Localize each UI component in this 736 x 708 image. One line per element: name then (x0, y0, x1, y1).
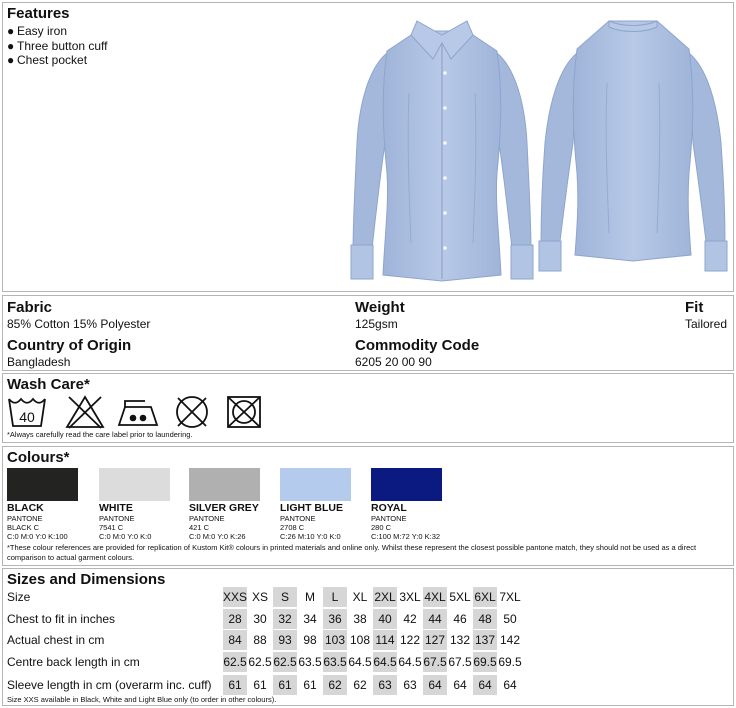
colour-cmyk: C:0 M:0 Y:0 K:26 (189, 532, 246, 541)
size-cell: 64 (503, 678, 517, 692)
size-data-row (7, 630, 731, 650)
size-cell: 48 (473, 609, 497, 629)
svg-text:40: 40 (19, 409, 35, 425)
size-cell: 7XL (499, 590, 521, 604)
colour-name: WHITE (99, 502, 133, 514)
fit-field (685, 299, 727, 331)
fabric-field (7, 299, 150, 331)
fit-label: Fit (685, 299, 704, 316)
size-cell: XXS (223, 587, 247, 607)
size-cell: 28 (223, 609, 247, 629)
size-cell: XS (251, 590, 268, 604)
sizes-panel (2, 568, 734, 706)
wash-care-panel (2, 373, 734, 443)
size-cell: 4XL (423, 587, 447, 607)
size-cell: 3XL (399, 590, 421, 604)
size-cell: 88 (253, 633, 267, 647)
feature-item: ● Easy iron (7, 24, 68, 38)
origin-value: Bangladesh (7, 355, 71, 369)
size-cell: 67.5 (448, 655, 472, 669)
weight-label: Weight (355, 299, 405, 316)
colour-pantone: 2708 C (280, 523, 305, 532)
size-row-label: Actual chest in cm (7, 633, 105, 647)
colour-name: BLACK (7, 502, 44, 514)
weight-field (355, 299, 405, 331)
size-cell: L (323, 587, 347, 607)
features-title: Features (7, 5, 70, 22)
size-cell: 62 (353, 678, 367, 692)
iron-medium-icon (115, 395, 161, 429)
features-list (7, 24, 108, 68)
colour-cmyk: C:26 M:10 Y:0 K:0 (280, 532, 341, 541)
do-not-dry-clean-icon (173, 395, 211, 429)
do-not-tumble-dry-icon (225, 395, 263, 429)
size-cell: 108 (349, 633, 371, 647)
size-cell: 61 (273, 675, 297, 695)
size-cell: 62.5 (273, 652, 297, 672)
colours-title: Colours* (7, 449, 70, 466)
size-cell: 69.5 (473, 652, 497, 672)
fabric-label: Fabric (7, 299, 53, 316)
size-cell: 5XL (449, 590, 471, 604)
size-cell: 50 (503, 612, 517, 626)
colour-cmyk: C:0 M:0 Y:0 K:0 (99, 532, 152, 541)
size-cell: 6XL (473, 587, 497, 607)
fabric-panel (2, 295, 734, 371)
wash-care-title: Wash Care* (7, 376, 90, 393)
fabric-value: 85% Cotton 15% Polyester (7, 317, 151, 331)
origin-field (7, 337, 131, 369)
size-cell: 46 (453, 612, 467, 626)
size-cell: S (273, 587, 297, 607)
size-cell: 84 (223, 630, 247, 650)
size-cell: 132 (449, 633, 471, 647)
colour-royal (371, 468, 459, 541)
shirt-front-image (347, 13, 537, 285)
features-panel (2, 2, 734, 292)
size-cell: M (305, 590, 315, 604)
colour-pantone-label: PANTONE (7, 514, 43, 523)
sizes-note: Size XXS available in Black, White and Light Blue only (to order in other colours). (7, 695, 277, 704)
colour-pantone: 7541 C (99, 523, 124, 532)
commodity-field (355, 337, 479, 369)
size-cell: 62.5 (248, 655, 272, 669)
size-cell: 63.5 (298, 655, 322, 669)
feature-item: ● Chest pocket (7, 53, 88, 67)
size-cell: 64.5 (373, 652, 397, 672)
size-cell: 30 (253, 612, 267, 626)
size-cell: 44 (423, 609, 447, 629)
colour-black (7, 468, 95, 541)
wash-40-icon (7, 395, 47, 429)
sizes-title: Sizes and Dimensions (7, 571, 166, 588)
size-header-row (7, 587, 731, 607)
colours-note: *These colour references are provided for replication of Kustom Kit® colours in printed materials and online only. Whilst these represent the closest possible pantone match, they should not be used as a direct comparison to actual garment colours. (7, 543, 697, 562)
size-cell: XL (352, 590, 368, 604)
size-cell: 64.5 (348, 655, 372, 669)
feature-item: ● Three button cuff (7, 38, 108, 53)
size-cell: 61 (253, 678, 267, 692)
commodity-label: Commodity Code (355, 337, 480, 354)
size-cell: 142 (499, 633, 521, 647)
colour-pantone-label: PANTONE (280, 514, 316, 523)
colour-white (99, 468, 187, 541)
size-cell: 42 (403, 612, 417, 626)
size-cell: 64 (423, 675, 447, 695)
size-cell: 62.5 (223, 652, 247, 672)
colour-cmyk: C:0 M:0 Y:0 K:100 (7, 532, 68, 541)
size-data-row (7, 675, 731, 695)
size-data-row (7, 609, 731, 629)
size-cell: 67.5 (423, 652, 447, 672)
size-row-label: Size (7, 590, 31, 604)
size-cell: 63 (373, 675, 397, 695)
size-cell: 69.5 (498, 655, 522, 669)
size-row-label: Sleeve length in cm (overarm inc. cuff) (7, 678, 212, 692)
origin-label: Country of Origin (7, 337, 132, 354)
colour-pantone: 280 C (371, 523, 392, 532)
colour-pantone: BLACK C (7, 523, 40, 532)
colour-pantone: 421 C (189, 523, 210, 532)
do-not-bleach-icon (65, 395, 105, 429)
wash-care-note: *Always carefully read the care label prior to laundering. (7, 430, 193, 439)
size-cell: 2XL (373, 587, 397, 607)
colour-swatch (280, 468, 351, 501)
size-cell: 137 (473, 630, 497, 650)
size-cell: 63.5 (323, 652, 347, 672)
colour-swatch (7, 468, 78, 501)
size-cell: 63 (403, 678, 417, 692)
colour-swatch (99, 468, 170, 501)
shirt-back-image (537, 13, 729, 285)
size-data-row (7, 652, 731, 672)
size-cell: 61 (303, 678, 317, 692)
size-cell: 62 (323, 675, 347, 695)
colour-pantone-label: PANTONE (371, 514, 407, 523)
weight-value: 125gsm (355, 317, 398, 331)
colour-name: LIGHT BLUE (280, 502, 343, 514)
colour-cmyk: C:100 M:72 Y:0 K:32 (371, 532, 441, 541)
size-cell: 98 (303, 633, 317, 647)
size-cell: 64.5 (398, 655, 422, 669)
size-cell: 114 (373, 630, 397, 650)
colour-name: ROYAL (371, 502, 407, 514)
size-cell: 38 (353, 612, 367, 626)
size-cell: 61 (223, 675, 247, 695)
size-cell: 32 (273, 609, 297, 629)
size-row-label: Centre back length in cm (7, 655, 140, 669)
colour-pantone-label: PANTONE (189, 514, 225, 523)
colour-name: SILVER GREY (189, 502, 259, 514)
size-cell: 34 (303, 612, 317, 626)
colour-swatch (189, 468, 260, 501)
size-cell: 122 (399, 633, 421, 647)
colour-pantone-label: PANTONE (99, 514, 135, 523)
size-cell: 103 (323, 630, 347, 650)
colour-swatch (371, 468, 442, 501)
colour-silver-grey (189, 468, 277, 541)
size-cell: 36 (323, 609, 347, 629)
size-cell: 40 (373, 609, 397, 629)
colour-light-blue (280, 468, 368, 541)
size-cell: 93 (273, 630, 297, 650)
commodity-value: 6205 20 00 90 (355, 355, 432, 369)
size-cell: 127 (423, 630, 447, 650)
colours-panel (2, 446, 734, 566)
size-cell: 64 (453, 678, 467, 692)
fit-value: Tailored (685, 317, 728, 331)
size-row-label: Chest to fit in inches (7, 612, 116, 626)
size-cell: 64 (473, 675, 497, 695)
